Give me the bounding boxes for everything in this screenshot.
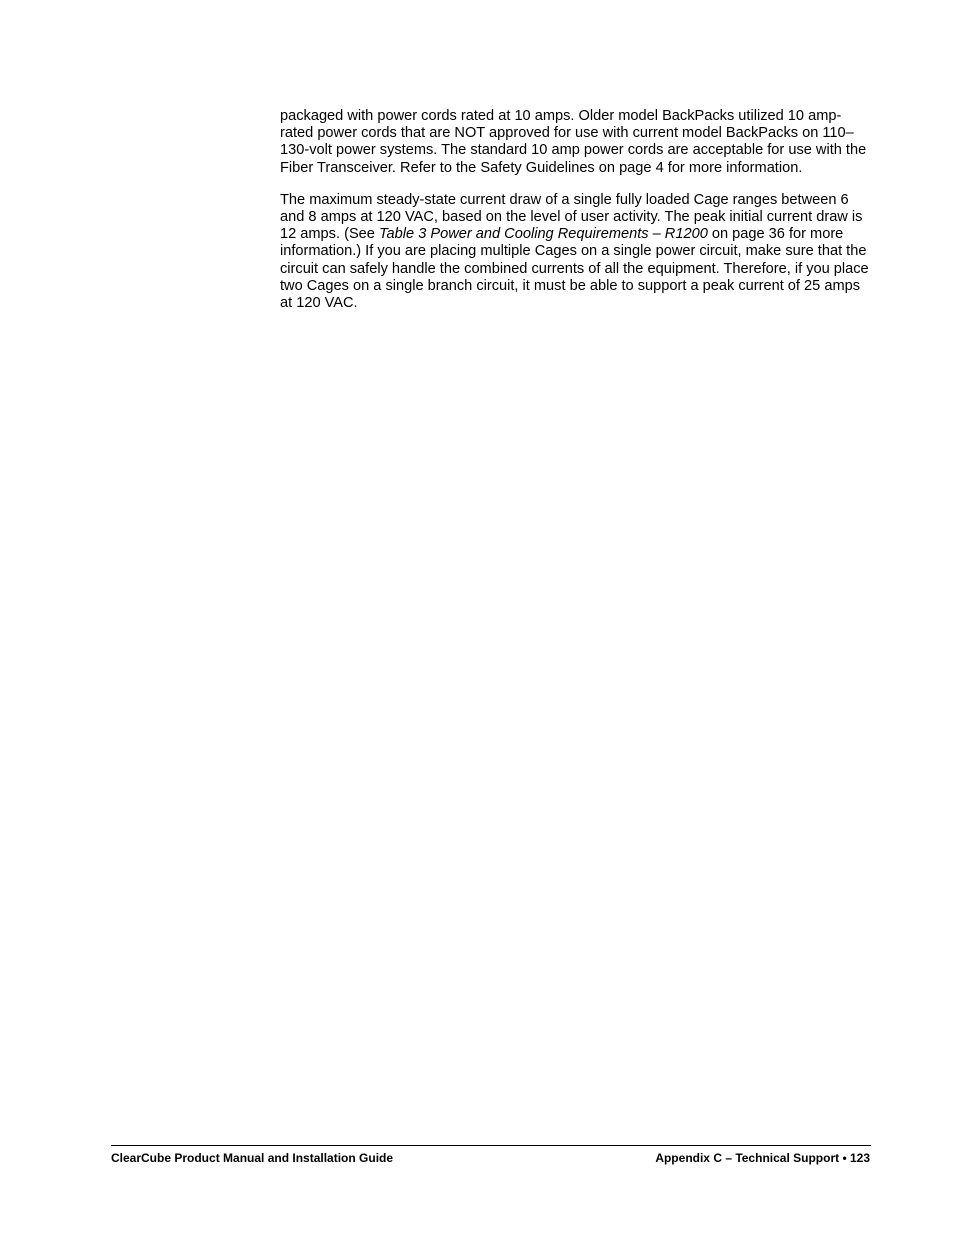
paragraph-text-end: on page 36 for more information.) If you are placing multiple Cages on a single power circuit, make sure that the circuit can safely handle the combined currents of all the equipment. Therefore, if you place two Cages on a single branch circuit, it must be able to support a peak current of 25 amps at 120 VAC. [280,226,869,312]
document-body [280,108,872,327]
paragraph-text-start: The maximum steady-state current draw of a single fully loaded Cage ranges between 6 and 8 amps at 120 VAC, based on the level of user activity. The peak initial current draw is 12 amps. (See [280,191,863,243]
footer-document-title: ClearCube Product Manual and Installation Guide [111,1151,394,1165]
paragraph-power-cords: packaged with power cords rated at 10 amps. Older model BackPacks utilized 10 amp-rated power cords that are NOT approved for use with current model BackPacks on 110–130-volt power systems. The standard 10 amp power cords are acceptable for use with the Fiber Transceiver. Refer to the Safety Guidelines on page 4 for more information. [280,108,867,176]
footer-divider [111,1145,871,1146]
table-reference: Table 3 Power and Cooling Requirements – R1200 [378,226,708,243]
footer-section-page-number: Appendix C – Technical Support • 123 [655,1151,870,1165]
paragraph-current-draw [280,192,872,312]
